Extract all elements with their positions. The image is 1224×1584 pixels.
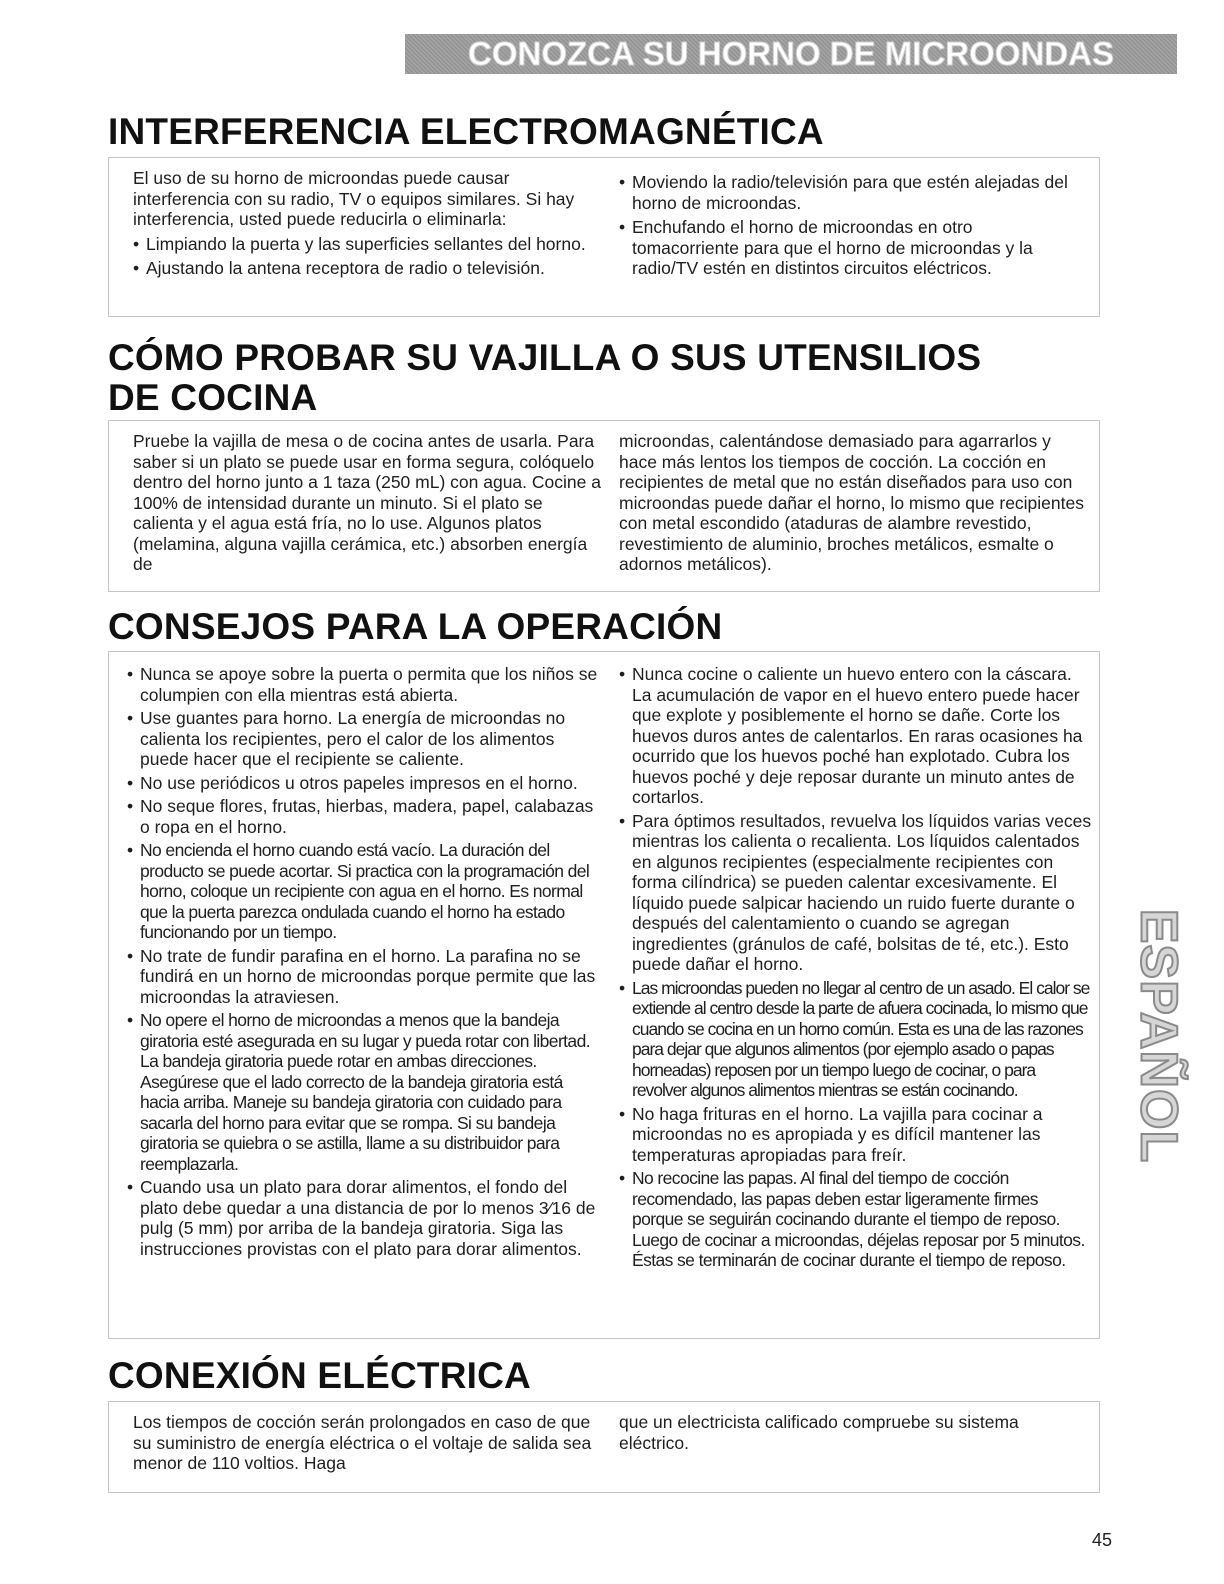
list-item: • Nunca cocine o caliente un huevo entero con la cáscara. La acumulación de vapor en el huevo entero puede hacer que explote y posiblemente el horno se dañe. Corte los huevos duros antes de calentarlos. En raras ocasiones ha ocurrido que los huevos poché han explotado. Cubra los huevos poché y deje reposar durante un minuto antes de cortarlos. xyxy=(619,664,1093,808)
electrical-box xyxy=(108,1401,1100,1493)
side-tab-label: ESPAÑOL xyxy=(1129,908,1188,1164)
section-title-electrical: CONEXIÓN ELÉCTRICA xyxy=(108,1355,531,1396)
header-banner xyxy=(405,34,1177,74)
interference-box xyxy=(108,157,1100,317)
list-item: • No trate de fundir parafina en el horno. La parafina no se fundirá en un horno de microondas porque permite que las microondas la atraviesen. xyxy=(127,946,601,1008)
list-item: • Cuando usa un plato para dorar alimentos, el fondo del plato debe quedar a una distancia de por lo menos 3⁄16 de pulg (5 mm) por arriba de la bandeja giratoria. Siga las instrucciones provistas con el plato para dorar alimentos. xyxy=(127,1177,601,1259)
list-item: • No seque flores, frutas, hierbas, madera, papel, calabazas o ropa en el horno. xyxy=(127,796,601,837)
list-item: • Limpiando la puerta y las superficies sellantes del horno. xyxy=(133,234,603,255)
list-item: • No opere el horno de microondas a menos que la bandeja giratoria esté asegurada en su lugar y pueda rotar con libertad. La bandeja giratoria puede rotar en ambas direcciones. Asegúrese que el lado correcto de la bandeja giratoria está hacia arriba. Maneje su bandeja giratoria con cuidado para sacarla del horno para evitar que se rompa. Si su bandeja giratoria se quiebra o se astilla, llame a su distribuidor para reemplazarla. xyxy=(127,1010,601,1174)
list-item: • Moviendo la radio/televisión para que estén alejadas del horno de microondas. xyxy=(619,172,1081,213)
section-title-testing-line2: DE COCINA xyxy=(108,377,318,418)
tips-box xyxy=(108,651,1100,1339)
language-side-tab xyxy=(1129,900,1188,1172)
testing-right-column xyxy=(619,431,1085,575)
list-item: • Nunca se apoye sobre la puerta o permita que los niños se columpien con ella mientras está abierta. xyxy=(127,664,601,705)
list-item: • Las microondas pueden no llegar al centro de un asado. El calor se extiende al centro desde la parte de afuera cocinada, lo mismo que cuando se cocina en un horno común. Esta es una de las razones para dejar que algunos alimentos (por ejemplo asado o papas horneadas) reposen por un tiempo luego de cocinar, o para revolver algunos alimentos mientras se están cocinando. xyxy=(619,978,1093,1101)
tips-right-list xyxy=(619,664,1093,1271)
list-item: • Ajustando la antena receptora de radio o televisión. xyxy=(133,258,603,279)
tips-left-list xyxy=(127,664,601,1259)
tips-left-column xyxy=(127,664,601,1259)
electrical-text-left: Los tiempos de cocción serán prolongados en caso de que su suministro de energía eléctrica o el voltaje de salida sea menor de 110 voltios. Haga xyxy=(133,1412,592,1473)
banner-title: CONOZCA SU HORNO DE MICROONDAS xyxy=(468,35,1114,72)
interference-right-column xyxy=(619,172,1081,279)
tips-right-column xyxy=(619,664,1093,1271)
list-item: • No encienda el horno cuando está vacío. La duración del producto se puede acortar. Si practica con la programación del horno, coloque un recipiente con agua en el horno. Es normal que la puerta parezca ondulada cuando el horno ha estado funcionando por un tiempo. xyxy=(127,840,601,943)
section-title-tips: CONSEJOS PARA LA OPERACIÓN xyxy=(108,606,723,647)
testing-text-left: Pruebe la vajilla de mesa o de cocina antes de usarla. Para saber si un plato se puede usar en forma segura, colóquelo dentro del horno junto a 1 taza (250 mL) con agua. Cocine a 100% de intensidad durante un minuto. Si el plato se calienta y el agua está fría, no lo use. Algunos platos (melamina, alguna vajilla cerámica, etc.) absorben energía de xyxy=(133,431,601,574)
testing-text-right: microondas, calentándose demasiado para agarrarlos y hace más lentos los tiempos de cocción. La cocción en recipientes de metal que no están diseñados para uso con microondas puede dañar el horno, lo mismo que recipientes con metal escondido (ataduras de alambre revestido, revestimiento de aluminio, broches metálicos, esmalte o adornos metálicos). xyxy=(619,431,1084,574)
list-item: • No haga frituras en el horno. La vajilla para cocinar a microondas no es apropiada y es difícil mantener las temperaturas apropiadas para freír. xyxy=(619,1104,1093,1166)
section-title-interference: INTERFERENCIA ELECTROMAGNÉTICA xyxy=(108,111,824,152)
section-title-testing xyxy=(108,338,981,418)
electrical-text-right: que un electricista calificado compruebe su sistema eléctrico. xyxy=(619,1412,1019,1453)
interference-left-column xyxy=(133,168,603,279)
testing-box xyxy=(108,420,1100,592)
interference-right-list xyxy=(619,172,1081,279)
list-item: • No use periódicos u otros papeles impresos en el horno. xyxy=(127,773,601,794)
testing-left-column xyxy=(133,431,603,575)
section-title-testing-line1: CÓMO PROBAR SU VAJILLA O SUS UTENSILIOS xyxy=(108,337,982,378)
electrical-left-column xyxy=(133,1412,603,1474)
page-number: 45 xyxy=(1091,1530,1112,1550)
interference-intro: El uso de su horno de microondas puede causar interferencia con su radio, TV o equipos similares. Si hay interferencia, usted puede reducirla o eliminarla: xyxy=(133,168,575,229)
interference-left-list xyxy=(133,234,603,279)
electrical-right-column xyxy=(619,1412,1085,1453)
list-item: • Enchufando el horno de microondas en otro tomacorriente para que el horno de microondas y la radio/TV estén en distintos circuitos eléctricos. xyxy=(619,217,1081,279)
list-item: • No recocine las papas. Al final del tiempo de cocción recomendado, las papas deben estar ligeramente firmes porque se seguirán cocinando durante el tiempo de reposo. Luego de cocinar a microondas, déjelas reposar por 5 minutos. Éstas se terminarán de cocinar durante el tiempo de reposo. xyxy=(619,1168,1093,1271)
list-item: • Use guantes para horno. La energía de microondas no calienta los recipientes, pero el calor de los alimentos puede hacer que el recipiente se caliente. xyxy=(127,708,601,770)
list-item: • Para óptimos resultados, revuelva los líquidos varias veces mientras los calienta o recalienta. Los líquidos calentados en algunos recipientes (especialmente recipientes con forma cilíndrica) se pueden calentar excesivamente. El líquido puede salpicar haciendo un ruido fuerte durante o después del calentamiento o cuando se agregan ingredientes (gránulos de café, bolsitas de té, etc.). Esto puede dañar el horno. xyxy=(619,811,1093,975)
